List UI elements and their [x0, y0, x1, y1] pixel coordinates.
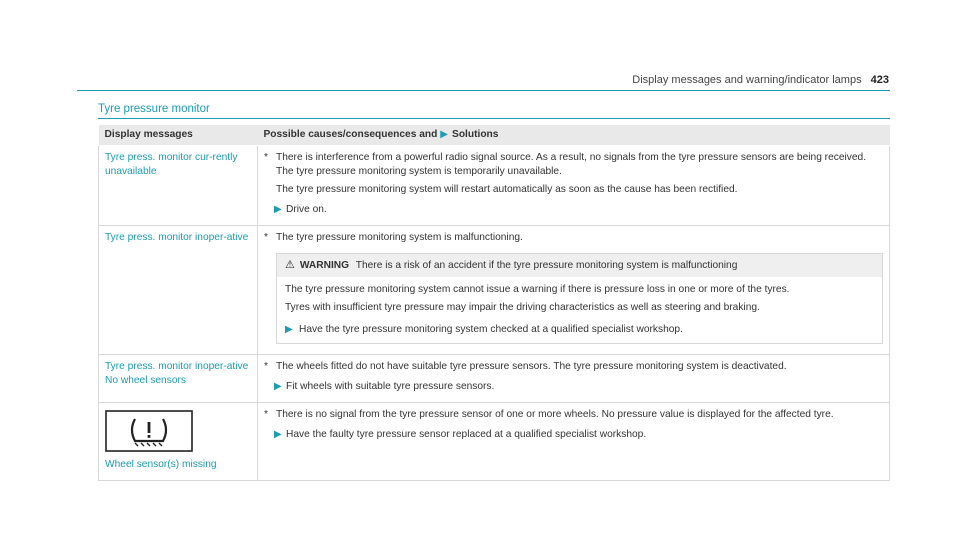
warning-triangle-icon: ⚠: [285, 259, 295, 271]
cause-item: [264, 408, 883, 422]
arrow-right-icon: ▶: [285, 324, 293, 335]
cause-item: [264, 231, 883, 245]
warning-line: Tyres with insufficient tyre pressure may impair the driving characteristics as well as steering and braking.: [285, 302, 760, 313]
message-text: Tyre press. monitor inoper-ative No wheel sensors: [105, 361, 249, 386]
cause-text: There is no signal from the tyre pressure sensor of one or more wheels. No pressure value is displayed for the affected tyre.: [276, 409, 834, 420]
cause-cell: [258, 403, 890, 481]
message-cell: [99, 403, 258, 481]
header-rule: [77, 90, 890, 91]
page-number: 423: [870, 74, 889, 86]
note-text: The tyre pressure monitoring system will restart automatically as soon as the cause has been rectified.: [276, 184, 738, 195]
solution-step: [264, 203, 883, 217]
asterisk-icon: *: [264, 152, 268, 163]
message-text: Wheel sensor(s) missing: [105, 459, 217, 470]
col-header-display-messages: Display messages: [99, 125, 258, 146]
cause-cell: [258, 355, 890, 403]
asterisk-icon: *: [264, 409, 268, 420]
message-cell: [99, 355, 258, 403]
arrow-right-icon: ▶: [440, 129, 448, 140]
asterisk-icon: *: [264, 361, 268, 372]
table-row: [99, 146, 890, 226]
col-header-causes-text: Possible causes/consequences and: [263, 129, 438, 140]
cause-item: [264, 151, 883, 179]
table-row: [99, 355, 890, 403]
step-text: Have the tyre pressure monitoring system checked at a qualified specialist workshop.: [299, 324, 683, 335]
table-row: [99, 403, 890, 481]
section-title: Tyre pressure monitor: [98, 103, 210, 115]
solution-step: [264, 380, 883, 394]
col-header-solutions-text: Solutions: [452, 129, 499, 140]
arrow-right-icon: ▶: [274, 204, 282, 215]
arrow-right-icon: ▶: [274, 429, 282, 440]
tyre-pressure-warning-icon: [105, 410, 193, 452]
step-text: Drive on.: [286, 204, 327, 215]
arrow-right-icon: ▶: [274, 381, 282, 392]
message-cell: [99, 146, 258, 226]
table-row: [99, 226, 890, 355]
cause-text: The wheels fitted do not have suitable tyre pressure sensors. The tyre pressure monitoring system is deactivated.: [276, 361, 787, 372]
solution-step: [277, 323, 882, 337]
col-header-causes: [258, 125, 890, 146]
warning-header: [277, 254, 882, 277]
cause-cell: [258, 146, 890, 226]
solution-step: [264, 428, 883, 442]
running-head: [632, 74, 889, 86]
step-text: Fit wheels with suitable tyre pressure sensors.: [286, 381, 495, 392]
cause-item: [264, 360, 883, 374]
message-cell: [99, 226, 258, 355]
warning-head-text: There is a risk of an accident if the tyre pressure monitoring system is malfunctioning: [355, 260, 738, 271]
warning-line: The tyre pressure monitoring system cannot issue a warning if there is pressure loss in one or more of the tyres.: [285, 284, 790, 295]
step-text: Have the faulty tyre pressure sensor replaced at a qualified specialist workshop.: [286, 429, 647, 440]
cause-cell: [258, 226, 890, 355]
running-title: Display messages and warning/indicator lamps: [632, 74, 862, 86]
cause-text: There is interference from a powerful radio signal source. As a result, no signals from the tyre pressure sensors are being received. The tyre pressure monitoring system is temporarily unavailable.: [276, 152, 867, 177]
message-text: Tyre press. monitor cur-rently unavailable: [105, 152, 238, 177]
warning-label: WARNING: [299, 260, 350, 271]
display-messages-table: [98, 125, 890, 481]
asterisk-icon: *: [264, 232, 268, 243]
section-rule: [98, 118, 890, 119]
warning-box: [276, 253, 883, 344]
message-text: Tyre press. monitor inoper-ative: [105, 232, 249, 243]
table-header-row: [99, 125, 890, 146]
cause-text: The tyre pressure monitoring system is malfunctioning.: [276, 232, 523, 243]
